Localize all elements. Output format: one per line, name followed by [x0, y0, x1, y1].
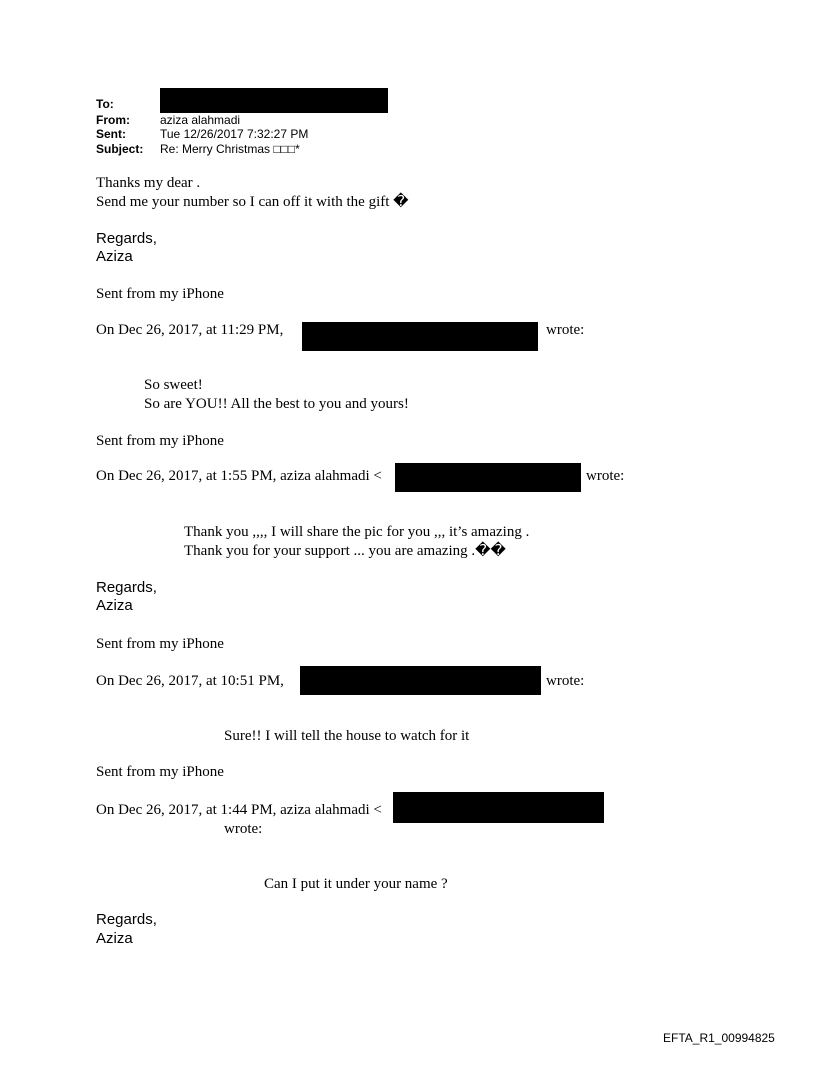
regards-text: Regards,: [96, 579, 157, 596]
message-line: Thanks my dear .: [96, 175, 201, 191]
sent-label: Sent:: [96, 127, 126, 141]
quote-intro-wrote: wrote:: [546, 673, 585, 689]
to-label: To:: [96, 97, 114, 111]
quote-line: So are YOU!! All the best to you and yours!: [144, 396, 409, 412]
sent-from-line: Sent from my iPhone: [96, 433, 224, 449]
redaction-to: [160, 88, 388, 113]
sent-from-line: Sent from my iPhone: [96, 764, 224, 780]
regards-text: Regards,: [96, 911, 157, 928]
message-line: Send me your number so I can off it with the gift �: [96, 194, 409, 210]
quote-intro: On Dec 26, 2017, at 10:51 PM,: [96, 673, 284, 689]
quote-line: Can I put it under your name ?: [264, 876, 448, 892]
quote-line: So sweet!: [144, 377, 203, 393]
signature-name: Aziza: [96, 930, 133, 947]
quote-line: Thank you for your support ... you are amazing .��: [184, 543, 506, 559]
quote-intro-wrote: wrote:: [546, 322, 585, 338]
from-label: From:: [96, 113, 130, 127]
from-value: aziza alahmadi: [160, 113, 241, 127]
signature-name: Aziza: [96, 597, 133, 614]
redaction-email: [393, 792, 604, 823]
quote-intro-wrote: wrote:: [586, 468, 625, 484]
quote-intro: On Dec 26, 2017, at 11:29 PM,: [96, 322, 284, 338]
quote-intro-wrote: wrote:: [224, 821, 263, 837]
redaction-sender: [302, 322, 538, 351]
quote-line: Sure!! I will tell the house to watch for it: [224, 728, 470, 744]
redaction-sender: [300, 666, 541, 695]
bates-number: EFTA_R1_00994825: [663, 1031, 775, 1045]
regards-text: Regards,: [96, 230, 157, 247]
sent-from-line: Sent from my iPhone: [96, 286, 224, 302]
subject-value: Re: Merry Christmas □□□*: [160, 142, 300, 156]
signature-name: Aziza: [96, 248, 133, 265]
sent-value: Tue 12/26/2017 7:32:27 PM: [160, 127, 309, 141]
quote-intro: On Dec 26, 2017, at 1:44 PM, aziza alahmadi <: [96, 802, 382, 818]
sent-from-line: Sent from my iPhone: [96, 636, 224, 652]
redaction-email: [395, 463, 581, 492]
quote-intro: On Dec 26, 2017, at 1:55 PM, aziza alahmadi <: [96, 468, 382, 484]
subject-label: Subject:: [96, 142, 144, 156]
quote-line: Thank you ,,,, I will share the pic for you ,,, it’s amazing .: [184, 524, 530, 540]
